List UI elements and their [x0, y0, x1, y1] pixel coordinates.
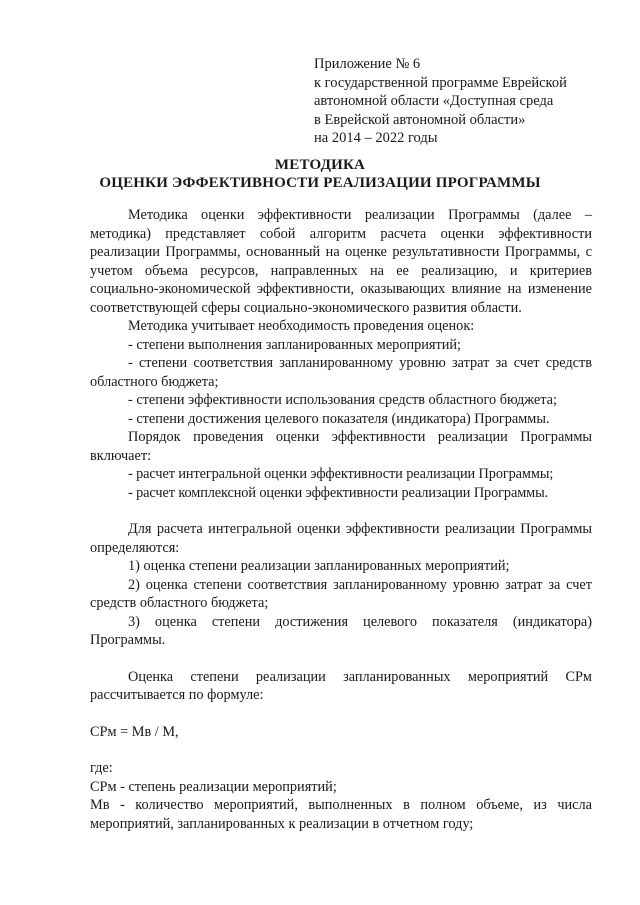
annex-header: [314, 55, 614, 148]
paragraph-intro: Методика оценки эффективности реализации Программы (далее – методика) представляет собой алгоритм расчета оценки эффективности реализации Программы, основанный на оценке результативности Программы, с учетом объема ресурсов, направленных на ее реализацию, и критериев социально-экономической эффективности, оказывающих влияние на изменение соответствующей сферы социально-экономического развития области.: [90, 207, 592, 316]
list-item: - расчет комплексной оценки эффективности реализации Программы.: [128, 484, 549, 501]
numbered-item: 1) оценка степени реализации запланированных мероприятий;: [128, 558, 510, 574]
paragraph-integral: Для расчета интегральной оценки эффективности реализации Программы определяются:: [90, 521, 592, 556]
annex-line: в Еврейской автономной области»: [314, 111, 526, 128]
list-item: - степени соответствия запланированному уровню затрат за счет средств областного бюджета;: [90, 355, 592, 390]
document-body: [90, 206, 592, 833]
paragraph-procedure: Порядок проведения оценки эффективности реализации Программы включает:: [90, 429, 592, 464]
formula: СРм = Мв / М,: [90, 723, 179, 740]
paragraph-formula-intro: Оценка степени реализации запланированных мероприятий СРм рассчитывается по формуле:: [90, 668, 592, 703]
numbered-item: 3) оценка степени достижения целевого показателя (индикатора) Программы.: [90, 613, 592, 648]
paragraph-assessments: Методика учитывает необходимость проведения оценок:: [128, 318, 475, 334]
annex-line: автономной области «Доступная среда: [314, 93, 554, 110]
annex-line: на 2014 – 2022 годы: [314, 130, 438, 147]
title-line: ОЦЕНКИ ЭФФЕКТИВНОСТИ РЕАЛИЗАЦИИ ПРОГРАММЫ: [99, 175, 541, 191]
list-item: - степени достижения целевого показателя (индикатора) Программы.: [128, 410, 550, 427]
list-item: - степени эффективности использования средств областного бюджета;: [128, 392, 557, 408]
title-line: МЕТОДИКА: [274, 157, 366, 173]
list-item: - степени выполнения запланированных мероприятий;: [128, 336, 462, 353]
numbered-item: 2) оценка степени соответствия запланированному уровню затрат за счет средств областного бюджета;: [90, 576, 592, 611]
annex-line: к государственной программе Еврейской: [314, 74, 567, 91]
list-item: - расчет интегральной оценки эффективности реализации Программы;: [128, 466, 554, 482]
document-title: [0, 156, 640, 192]
where-label: где:: [90, 760, 113, 776]
definition-item: СРм - степень реализации мероприятий;: [90, 778, 337, 795]
definition-item: Мв - количество мероприятий, выполненных в полном объеме, из числа мероприятий, запланированных к реализации в отчетном году;: [90, 797, 592, 832]
annex-line: Приложение № 6: [314, 56, 421, 72]
